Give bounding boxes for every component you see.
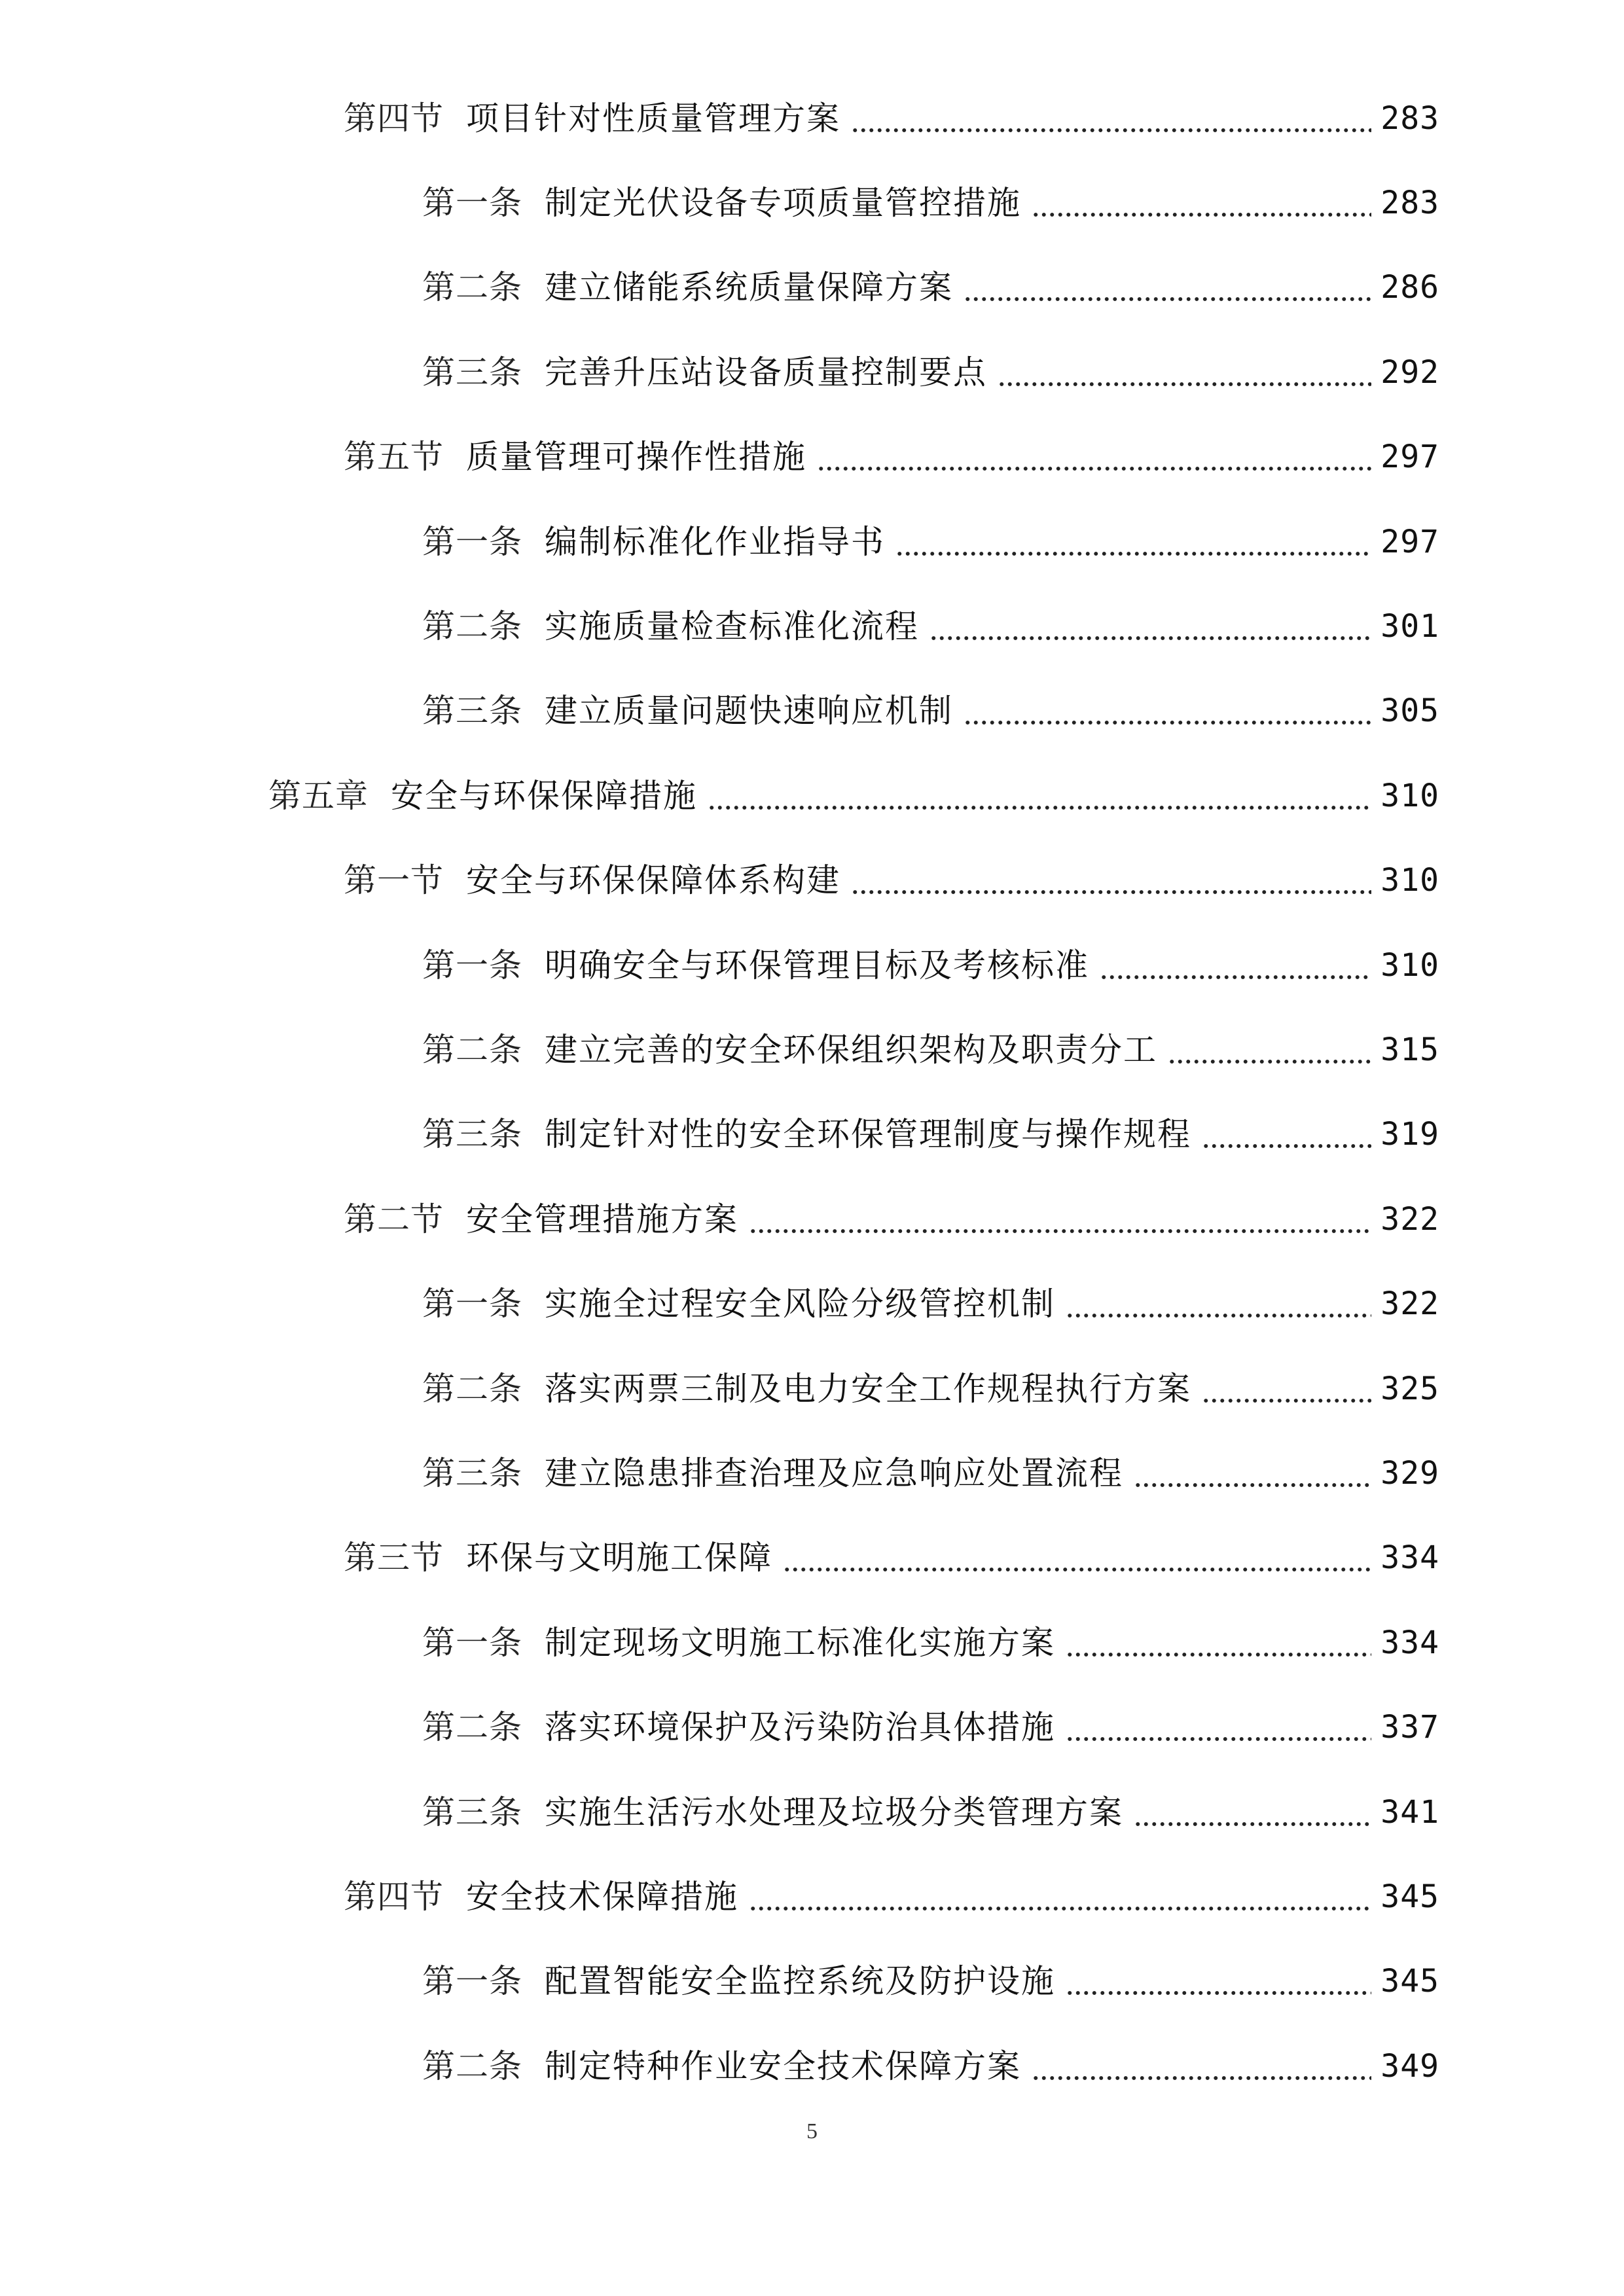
toc-entry-number: 第三条 <box>422 692 522 730</box>
toc-entry-number: 第一条 <box>422 946 522 984</box>
toc-entry-title: 实施质量检查标准化流程 <box>545 607 919 646</box>
toc-entry-title: 安全与环保保障体系构建 <box>466 861 840 900</box>
dot-leader <box>1066 1287 1371 1320</box>
toc-entry[interactable] <box>0 1685 1624 1769</box>
toc-entry-title: 制定现场文明施工标准化实施方案 <box>545 1623 1055 1662</box>
dot-leader <box>1032 2050 1371 2083</box>
toc-entry[interactable] <box>0 245 1624 330</box>
dot-leader <box>895 526 1371 558</box>
toc-entry-number: 第一条 <box>422 1623 522 1662</box>
dot-leader <box>1066 1626 1371 1659</box>
toc-entry[interactable] <box>0 160 1624 245</box>
toc-entry-number: 第二条 <box>422 1369 522 1408</box>
dot-leader <box>817 440 1371 473</box>
toc-entry-page: 310 <box>1380 946 1439 984</box>
dot-leader <box>964 694 1371 727</box>
toc-entry-title: 项目针对性质量管理方案 <box>466 99 840 137</box>
toc-entry-number: 第一节 <box>344 861 444 900</box>
toc-entry-page: 310 <box>1380 777 1439 814</box>
toc-entry[interactable] <box>0 838 1624 923</box>
toc-entry-number: 第三条 <box>422 353 522 391</box>
toc-entry[interactable] <box>0 330 1624 414</box>
dot-leader <box>749 1880 1371 1913</box>
toc-entry-page: 310 <box>1380 862 1439 899</box>
dot-leader <box>851 864 1371 897</box>
dot-leader <box>1202 1372 1371 1405</box>
toc-entry-title: 配置智能安全监控系统及防护设施 <box>545 1962 1055 2001</box>
toc-entry-number: 第一条 <box>422 1962 522 2001</box>
toc-entry-title: 安全管理措施方案 <box>466 1200 738 1238</box>
toc-entry[interactable] <box>0 584 1624 668</box>
toc-entry-title: 环保与文明施工保障 <box>466 1539 772 1577</box>
dot-leader <box>1100 949 1371 982</box>
dot-leader <box>1066 1965 1371 1998</box>
toc-entry-title: 落实环境保护及污染防治具体措施 <box>545 1708 1055 1747</box>
toc-entry[interactable] <box>0 1600 1624 1685</box>
toc-entry-page: 305 <box>1380 692 1439 730</box>
toc-entry-page: 329 <box>1380 1454 1439 1492</box>
toc-entry-title: 质量管理可操作性措施 <box>466 438 806 476</box>
toc-entry[interactable] <box>0 1177 1624 1261</box>
toc-entry-page: 283 <box>1380 185 1439 222</box>
toc-entry[interactable] <box>0 499 1624 584</box>
toc-entry-number: 第一条 <box>422 184 522 223</box>
toc-entry[interactable] <box>0 669 1624 753</box>
toc-entry-number: 第四节 <box>344 99 444 137</box>
toc-entry-number: 第三条 <box>422 1115 522 1154</box>
toc-entry-page: 345 <box>1380 1963 1439 2000</box>
dot-leader <box>708 780 1371 812</box>
toc-entry-page: 334 <box>1380 1624 1439 1661</box>
page-number: 5 <box>806 2119 818 2144</box>
toc-entry-number: 第五节 <box>344 438 444 476</box>
toc-entry[interactable] <box>0 923 1624 1007</box>
dot-leader <box>964 271 1371 304</box>
toc-entry[interactable] <box>0 1854 1624 1939</box>
toc-entry-page: 341 <box>1380 1793 1439 1831</box>
dot-leader <box>998 356 1371 389</box>
toc-entry-page: 297 <box>1380 523 1439 560</box>
dot-leader <box>851 102 1371 135</box>
toc-entry[interactable] <box>0 415 1624 499</box>
toc-entry[interactable] <box>0 1770 1624 1854</box>
toc-entry-page: 325 <box>1380 1370 1439 1407</box>
toc-entry-title: 建立储能系统质量保障方案 <box>545 268 953 307</box>
toc-entry-number: 第二条 <box>422 607 522 646</box>
toc-entry-number: 第二条 <box>422 2047 522 2085</box>
dot-leader <box>929 610 1371 643</box>
toc-entry-title: 制定针对性的安全环保管理制度与操作规程 <box>545 1115 1191 1154</box>
toc-entry[interactable] <box>0 1261 1624 1346</box>
dot-leader <box>1168 1033 1371 1066</box>
toc-entry-page: 283 <box>1380 99 1439 137</box>
dot-leader <box>1032 187 1371 219</box>
toc-entry-page: 349 <box>1380 2047 1439 2085</box>
toc-entry-number: 第三条 <box>422 1454 522 1492</box>
toc-entry-number: 第三条 <box>422 1793 522 1831</box>
dot-leader <box>749 1203 1371 1236</box>
toc-entry-page: 297 <box>1380 439 1439 476</box>
toc-entry-page: 334 <box>1380 1539 1439 1577</box>
toc-entry-title: 编制标准化作业指导书 <box>545 522 885 561</box>
toc-entry[interactable] <box>0 1431 1624 1515</box>
toc-entry-number: 第五章 <box>268 776 369 815</box>
toc-entry-chapter[interactable] <box>0 753 1624 838</box>
toc-entry[interactable] <box>0 76 1624 160</box>
toc-entry-title: 制定光伏设备专项质量管控措施 <box>545 184 1021 223</box>
toc-entry-number: 第一条 <box>422 522 522 561</box>
toc-entry-title: 建立隐患排查治理及应急响应处置流程 <box>545 1454 1123 1492</box>
toc-entry[interactable] <box>0 1092 1624 1177</box>
toc-entry-page: 322 <box>1380 1200 1439 1238</box>
toc-entry-title: 安全与环保保障措施 <box>391 776 697 815</box>
toc-entry-title: 建立完善的安全环保组织架构及职责分工 <box>545 1030 1157 1069</box>
toc-entry-page: 319 <box>1380 1116 1439 1153</box>
toc-entry-number: 第二节 <box>344 1200 444 1238</box>
toc-entry-title: 实施生活污水处理及垃圾分类管理方案 <box>545 1793 1123 1831</box>
toc-entry-number: 第二条 <box>422 1708 522 1747</box>
toc-entry-page: 301 <box>1380 608 1439 645</box>
toc-entry-title: 落实两票三制及电力安全工作规程执行方案 <box>545 1369 1191 1408</box>
toc-entry-page: 345 <box>1380 1878 1439 1915</box>
toc-entry-title: 明确安全与环保管理目标及考核标准 <box>545 946 1089 984</box>
toc-entry-title: 安全技术保障措施 <box>466 1877 738 1916</box>
toc-entry-title: 制定特种作业安全技术保障方案 <box>545 2047 1021 2085</box>
toc-entry-number: 第三节 <box>344 1539 444 1577</box>
dot-leader <box>1066 1711 1371 1744</box>
toc-entry-number: 第一条 <box>422 1285 522 1323</box>
toc-entry-title: 完善升压站设备质量控制要点 <box>545 353 987 391</box>
toc-entry[interactable] <box>0 1939 1624 2024</box>
toc-entry[interactable] <box>0 1007 1624 1092</box>
toc-entry-page: 322 <box>1380 1285 1439 1323</box>
toc-entry-title: 建立质量问题快速响应机制 <box>545 692 953 730</box>
toc-entry[interactable] <box>0 1346 1624 1431</box>
dot-leader <box>1134 1457 1371 1490</box>
toc-entry-title: 实施全过程安全风险分级管控机制 <box>545 1285 1055 1323</box>
toc-entry-number: 第二条 <box>422 268 522 307</box>
toc-entry[interactable] <box>0 2024 1624 2108</box>
dot-leader <box>1134 1796 1371 1829</box>
dot-leader <box>783 1541 1371 1574</box>
toc-entry-page: 315 <box>1380 1031 1439 1068</box>
toc-entry-page: 337 <box>1380 1709 1439 1746</box>
toc-entry-page: 292 <box>1380 353 1439 391</box>
toc-entry-number: 第四节 <box>344 1877 444 1916</box>
toc-entry-number: 第二条 <box>422 1030 522 1069</box>
toc-entry[interactable] <box>0 1516 1624 1600</box>
toc-entry-page: 286 <box>1380 269 1439 306</box>
table-of-contents <box>0 76 1624 2108</box>
dot-leader <box>1202 1118 1371 1151</box>
